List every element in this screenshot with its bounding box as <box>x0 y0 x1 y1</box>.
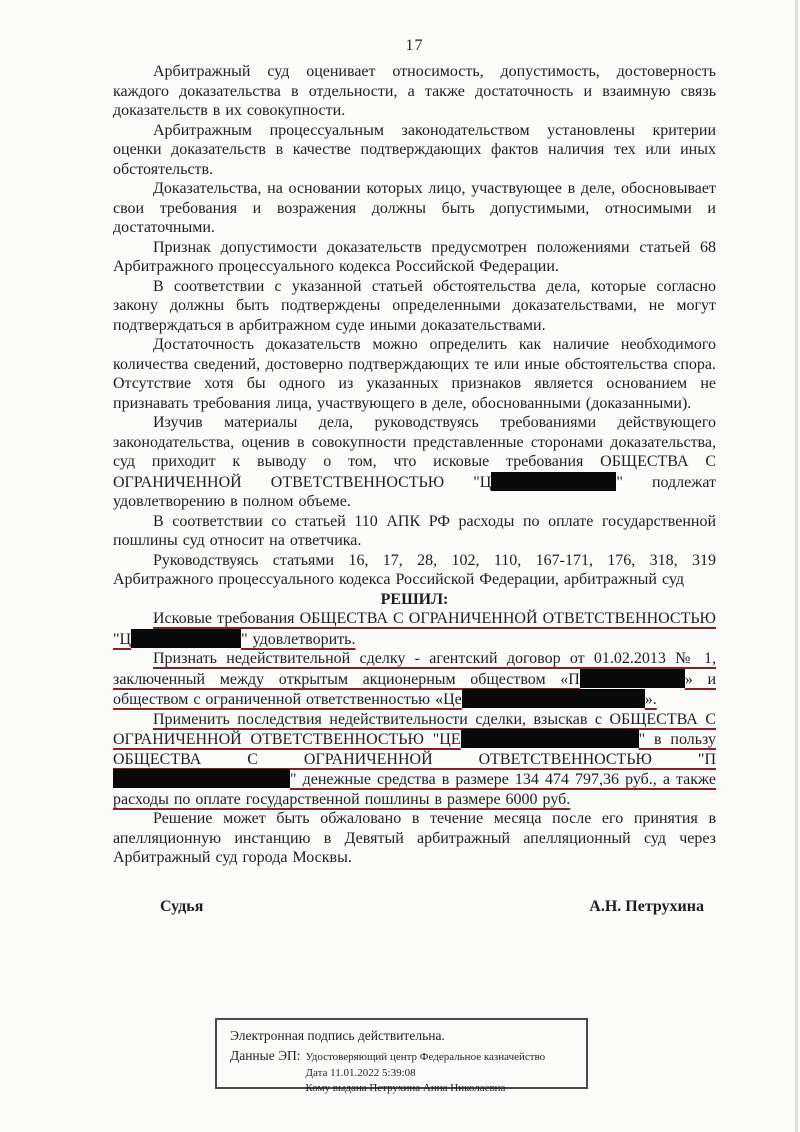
p-article-rule: В соответствии с указанной статьей обстоятельства дела, которые согласно закону должны быть подтверждены определенными доказательствами, не могут подтверждаться в арбитражном суде иными доказательствами. <box>113 277 716 334</box>
p-admissibility: Признак допустимости доказательств предусмотрен положениями статьей 68 Арбитражного процессуального кодекса Российской Федерации. <box>113 238 716 275</box>
signature-role: Судья <box>160 897 204 915</box>
signature-row <box>113 898 716 916</box>
page-number: 17 <box>405 37 424 54</box>
stamp-label: Данные ЭП: <box>230 1048 301 1063</box>
p-court-conclusion: Изучив материалы дела, руководствуясь требованиями действующего законодательства, оценив в совокупности представленные сторонами доказательства, суд приходит к выводу о том, что исковые требования ОБЩЕСТВА С ОГРАНИЧЕННОЙ ОТВЕТСТВЕННОСТЬЮ "Ц " подлежат удовлетворению в полном объеме. <box>113 414 716 510</box>
stamp-validity-line: Электронная подпись действительна. <box>230 1028 445 1043</box>
p-guided-by: Руководствуясь статьями 16, 17, 28, 102, 110, 167-171, 176, 318, 319 Арбитражного процессуального кодекса Российской Федерации, арбитражный суд <box>113 551 716 588</box>
redaction-bar <box>491 472 616 491</box>
p-sufficiency: Достаточность доказательств можно определить как наличие необходимого количества сведений, достоверно подтверждающих те или иные обстоятельства спора. Отсутствие хотя бы одного из указанных признаков является основанием не признавать требования лица, участвующего в деле, обоснованными (доказанными). <box>113 336 716 412</box>
p-ruling-invalidate: Признать недействительной сделку - агентский договор от 01.02.2013 № 1, заключенный между открытым акционерным обществом «П » и обществом с ограниченной ответственностью «Це ». <box>113 650 716 708</box>
p-evidence-evaluation: Арбитражный суд оценивает относимость, допустимость, достоверность каждого доказательства в отдельности, а также достаточность и взаимную связь доказательств в их совокупности. <box>113 63 716 119</box>
redaction-bar <box>131 629 241 648</box>
decision-heading: РЕШИЛ: <box>380 590 449 608</box>
stamp-issued-to: Кому выдана Петрухина Анна Николаевна <box>305 1082 506 1094</box>
p-state-duty: В соответствии со статьей 110 АПК РФ расходы по оплате государственной пошлины суд относит на ответчика. <box>113 512 716 549</box>
stamp-details-row <box>230 1048 586 1097</box>
p-appeal: Решение может быть обжаловано в течение месяца после его принятия в апелляционную инстанцию в Девятый арбитражный апелляционный суд через Арбитражный суд города Москвы. <box>113 810 716 866</box>
p-ruling-consequences: Применить последствия недействительности сделки, взыскав с ОБЩЕСТВА С ОГРАНИЧЕННОЙ ОТВЕТСТВЕННОСТЬЮ "ЦЕ " в пользу ОБЩЕСТВА С ОГРАНИЧЕННОЙ ОТВЕТСТВЕННОСТЬЮ "П" денежные средства в размере 134 474 797,36 руб., а также расходы по оплате государственной пошлины в размере 6000 руб. <box>113 710 716 808</box>
e-signature-stamp <box>215 1018 588 1094</box>
p-ruling-satisfy: Исковые требования ОБЩЕСТВА С ОГРАНИЧЕННОЙ ОТВЕТСТВЕННОСТЬЮ "Ц " удовлетворить. <box>113 610 716 648</box>
paragraphs <box>113 62 716 868</box>
redaction-bar <box>113 769 290 788</box>
stamp-authority: Удостоверяющий центр Федеральное казначейство <box>305 1051 546 1063</box>
p-criteria: Арбитражным процессуальным законодательством установлены критерии оценки доказательств в качестве подтверждающих фактов наличия тех или иных обстоятельств. <box>113 121 716 178</box>
stamp-values <box>306 1048 546 1097</box>
redaction-bar <box>580 669 685 688</box>
p-evidence-requirements: Доказательства, на основании которых лицо, участвующее в деле, обосновывает свои требования и возражения должны быть допустимыми, относимыми и достаточными. <box>113 180 716 236</box>
redaction-bar <box>462 689 645 708</box>
signature-name: А.Н. Петрухина <box>589 897 704 915</box>
stamp-date: Дата 11.01.2022 5:39:08 <box>305 1066 416 1079</box>
redaction-bar <box>461 729 639 748</box>
